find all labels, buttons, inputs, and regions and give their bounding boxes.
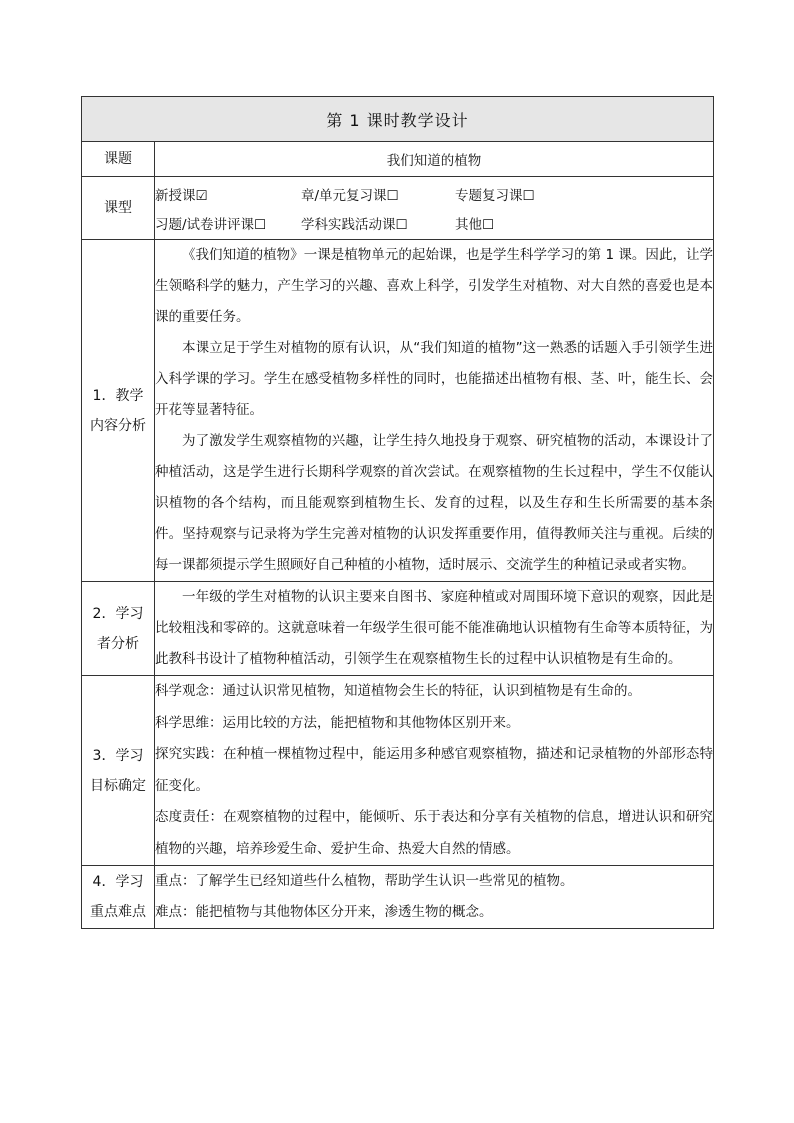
- lesson-type-label: 课型: [82, 177, 155, 240]
- content-analysis-label-line2: 内容分析: [90, 417, 146, 434]
- lesson-type-unit-review-checkbox[interactable]: 章/单元复习课☐: [301, 187, 399, 204]
- lesson-design-sheet: [81, 96, 713, 929]
- objective-item: 科学观念：通过认识常见植物，知道植物会生长的特征，认识到植物是有生命的。: [155, 683, 641, 699]
- title-row: [82, 97, 714, 142]
- content-analysis-text: [155, 240, 714, 582]
- learner-analysis-label-line2: 者分析: [97, 635, 139, 652]
- content-analysis-label-line1: 1．教学: [92, 387, 144, 404]
- key-points-label-line2: 重点难点: [90, 904, 146, 920]
- key-points-label: [82, 866, 155, 929]
- lesson-type-topic-review-checkbox[interactable]: 专题复习课☐: [455, 187, 535, 204]
- learner-analysis-label-line1: 2．学习: [92, 605, 144, 622]
- topic-value: 我们知道的植物: [155, 142, 714, 177]
- document-title: 第 1 课时教学设计: [82, 97, 714, 142]
- content-analysis-paragraph: 《我们知道的植物》一课是植物单元的起始课，也是学生科学学习的第 1 课。因此，让学生领略科学的魅力，产生学习的兴趣、喜欢上科学，引发学生对植物、对大自然的喜爱也是本课的重要任务。: [155, 247, 714, 325]
- objective-item: 探究实践：在种植一棵植物过程中，能运用多种感官观察植物，描述和记录植物的外部形态特征变化。: [155, 746, 714, 794]
- objective-item: 科学思维：运用比较的方法，能把植物和其他物体区别开来。: [155, 714, 520, 731]
- lesson-type-other-checkbox[interactable]: 其他☐: [455, 216, 495, 233]
- objectives-label: [82, 676, 155, 866]
- learner-analysis-label: [82, 582, 155, 676]
- lesson-type-practice-activity-checkbox[interactable]: 学科实践活动课☐: [301, 216, 408, 233]
- key-points-row: [82, 866, 714, 929]
- objective-item: 态度责任：在观察植物的过程中，能倾听、乐于表达和分享有关植物的信息，增进认识和研究植物的兴趣，培养珍爱生命、爱护生命、热爱大自然的情感。: [155, 809, 714, 857]
- difficulty-item: 难点：能把植物与其他物体区分开来，渗透生物的概念。: [155, 904, 493, 920]
- key-points-label-line1: 4．学习: [92, 874, 144, 890]
- lesson-type-options: [155, 177, 714, 240]
- topic-row: [82, 142, 714, 177]
- lesson-type-option-row: [155, 208, 713, 237]
- key-points-text: [155, 866, 714, 929]
- content-analysis-paragraph: 为了激发学生观察植物的兴趣，让学生持久地投身于观察、研究植物的活动，本课设计了种植活动，这是学生进行长期科学观察的首次尝试。在观察植物的生长过程中，学生不仅能认识植物的各个结构，而且能观察到植物生长、发育的过程，以及生存和生长所需要的基本条件。坚持观察与记录将为学生完善对植物的认识发挥重要作用，值得教师关注与重视。后续的每一课都须提示学生照顾好自己种植的小植物，适时展示、交流学生的种植记录或者实物。: [155, 433, 714, 573]
- learner-analysis-row: [82, 582, 714, 676]
- lesson-type-new-lesson-checkbox[interactable]: 新授课☑: [155, 187, 208, 204]
- learner-analysis-paragraph: 一年级的学生对植物的认识主要来自图书、家庭种植或对周围环境下意识的观察，因此是比较粗浅和零碎的。这就意味着一年级学生很可能不能准确地认识植物有生命等本质特征，为此教科书设计了植物种植活动，引领学生在观察植物生长的过程中认识植物是有生命的。: [155, 589, 714, 667]
- lesson-type-row: [82, 177, 714, 240]
- topic-label: 课题: [82, 142, 155, 177]
- content-analysis-paragraph: 本课立足于学生对植物的原有认识，从“我们知道的植物”这一熟悉的话题入手引领学生进入科学课的学习。学生在感受植物多样性的同时，也能描述出植物有根、茎、叶，能生长、会开花等显著特征。: [155, 340, 714, 418]
- content-analysis-row: [82, 240, 714, 582]
- objectives-row: [82, 676, 714, 866]
- learner-analysis-text: [155, 582, 714, 676]
- content-analysis-label: [82, 240, 155, 582]
- lesson-type-option-row: [155, 179, 713, 208]
- lesson-design-table: [81, 96, 714, 929]
- objectives-label-line1: 3．学习: [92, 747, 144, 764]
- objectives-label-line2: 目标确定: [90, 777, 146, 794]
- lesson-type-exercise-review-checkbox[interactable]: 习题/试卷讲评课☐: [155, 216, 267, 233]
- key-point-item: 重点：了解学生已经知道些什么植物，帮助学生认识一些常见的植物。: [155, 873, 574, 889]
- objectives-text: [155, 676, 714, 866]
